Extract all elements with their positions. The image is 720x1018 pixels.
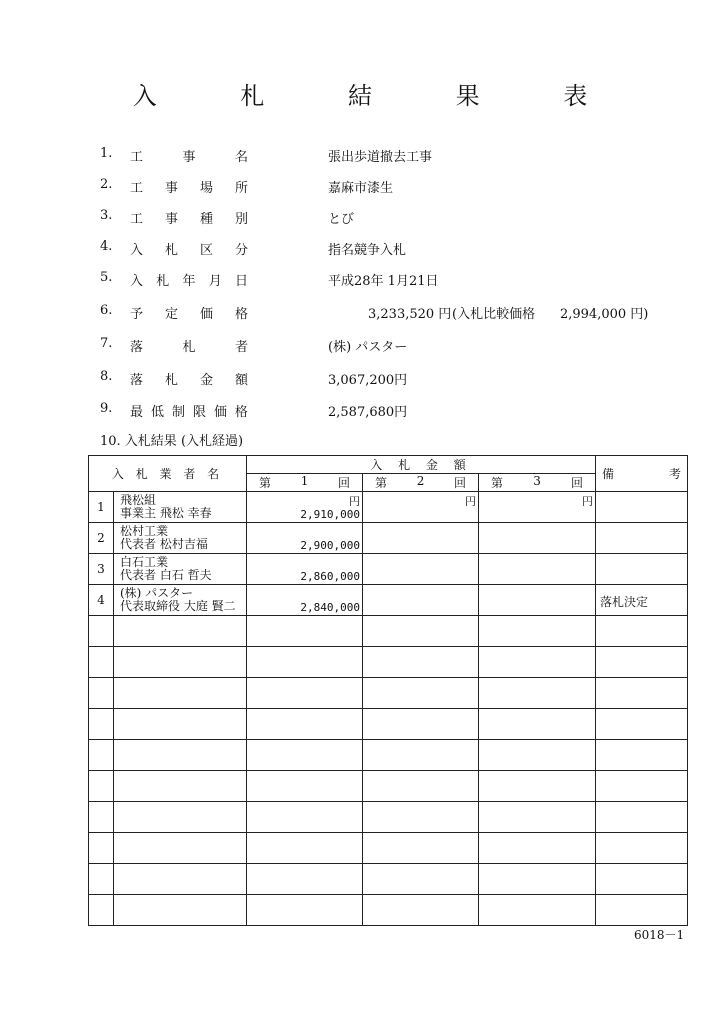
empty-cell <box>596 802 688 833</box>
item-value: 2,587,680円 <box>328 405 408 420</box>
empty-row <box>89 709 688 740</box>
empty-row <box>89 678 688 709</box>
empty-cell <box>363 802 479 833</box>
empty-cell <box>596 740 688 771</box>
empty-cell <box>479 895 596 926</box>
row-number: 4 <box>89 585 114 616</box>
empty-cell <box>89 833 114 864</box>
empty-cell <box>247 709 363 740</box>
bid-amount-header: 入 札 金 額 <box>247 456 596 474</box>
bid-amount-cell: 円 <box>479 492 596 523</box>
bid-amount-cell <box>363 523 479 554</box>
item-number: 9. <box>100 401 113 416</box>
comparison-price: 2,994,000 円) <box>560 307 649 322</box>
item-number: 8. <box>100 369 113 384</box>
empty-cell <box>363 771 479 802</box>
item-number: 1. <box>100 146 113 161</box>
bid-amount-cell: 2,840,000 <box>247 585 363 616</box>
empty-cell <box>479 616 596 647</box>
empty-cell <box>89 802 114 833</box>
row-number: 3 <box>89 554 114 585</box>
empty-cell <box>89 678 114 709</box>
empty-cell <box>479 647 596 678</box>
empty-row <box>89 895 688 926</box>
empty-cell <box>247 895 363 926</box>
empty-cell <box>479 771 596 802</box>
bid-amount-cell <box>479 523 596 554</box>
item-label: 予 定 価 格 <box>130 307 248 322</box>
empty-cell <box>247 678 363 709</box>
empty-cell <box>247 740 363 771</box>
empty-cell <box>596 771 688 802</box>
bid-amount-cell <box>479 554 596 585</box>
bidder-name: 松村工業 代表者 松村吉福 <box>114 523 247 554</box>
item-label: 工 事 名 <box>130 150 248 165</box>
empty-cell <box>114 864 247 895</box>
remarks-header: 備 考 <box>596 456 688 492</box>
bidder-name: (株) パスター 代表取締役 大庭 賢二 <box>114 585 247 616</box>
empty-cell <box>89 740 114 771</box>
empty-cell <box>114 771 247 802</box>
empty-cell <box>596 895 688 926</box>
item-value: 3,067,200円 <box>328 373 408 388</box>
empty-cell <box>363 864 479 895</box>
empty-cell <box>89 616 114 647</box>
yotei-price: 3,233,520 円 <box>368 307 452 322</box>
empty-row <box>89 647 688 678</box>
comparison-label: (入札比較価格 <box>452 307 536 322</box>
empty-cell <box>479 864 596 895</box>
row-number: 2 <box>89 523 114 554</box>
empty-cell <box>114 616 247 647</box>
table-row <box>89 585 688 616</box>
empty-row <box>89 771 688 802</box>
empty-cell <box>363 740 479 771</box>
bid-amount-cell: 2,900,000 <box>247 523 363 554</box>
row-number: 1 <box>89 492 114 523</box>
page-title: 入 札 結 果 表 <box>132 82 626 110</box>
empty-cell <box>363 616 479 647</box>
remarks-cell <box>596 523 688 554</box>
item-value: 嘉麻市漆生 <box>328 181 394 196</box>
item-number: 7. <box>100 336 113 351</box>
empty-cell <box>479 709 596 740</box>
empty-row <box>89 802 688 833</box>
empty-cell <box>114 802 247 833</box>
empty-cell <box>363 833 479 864</box>
table-row <box>89 523 688 554</box>
empty-cell <box>114 895 247 926</box>
item-number: 2. <box>100 177 113 192</box>
empty-cell <box>363 709 479 740</box>
item-value: 張出歩道撤去工事 <box>328 150 433 165</box>
empty-cell <box>114 678 247 709</box>
empty-cell <box>247 616 363 647</box>
empty-cell <box>363 647 479 678</box>
empty-cell <box>596 616 688 647</box>
empty-cell <box>247 802 363 833</box>
bid-results-table <box>88 455 688 926</box>
bidder-name: 飛松組 事業主 飛松 幸春 <box>114 492 247 523</box>
empty-cell <box>596 864 688 895</box>
item-label: 工 事 種 別 <box>130 212 248 227</box>
empty-cell <box>114 709 247 740</box>
item-label: 落 札 金 額 <box>130 373 248 388</box>
bid-amount-cell <box>363 554 479 585</box>
item-number: 6. <box>100 303 113 318</box>
item-label: 入 札 年 月 日 <box>130 274 248 289</box>
empty-cell <box>89 864 114 895</box>
empty-cell <box>114 833 247 864</box>
item-label: 落 札 者 <box>130 340 248 355</box>
item-label: 最 低 制 限 価 格 <box>130 405 248 420</box>
empty-cell <box>596 833 688 864</box>
empty-cell <box>114 647 247 678</box>
bid-amount-cell: 円 2,910,000 <box>247 492 363 523</box>
bid-amount-cell: 円 <box>363 492 479 523</box>
empty-cell <box>247 864 363 895</box>
remarks-cell <box>596 554 688 585</box>
empty-cell <box>89 647 114 678</box>
empty-cell <box>363 678 479 709</box>
remarks-cell: 落札決定 <box>596 585 688 616</box>
empty-row <box>89 740 688 771</box>
item-number: 5. <box>100 270 113 285</box>
empty-cell <box>247 647 363 678</box>
empty-cell <box>363 895 479 926</box>
empty-row <box>89 616 688 647</box>
bid-amount-cell <box>363 585 479 616</box>
item-value: とび <box>328 212 355 227</box>
item-label: 工 事 場 所 <box>130 181 248 196</box>
item-number: 3. <box>100 208 113 223</box>
empty-cell <box>479 678 596 709</box>
round-header: 第 3 回 <box>479 474 596 492</box>
empty-cell <box>596 709 688 740</box>
empty-cell <box>479 802 596 833</box>
empty-cell <box>89 771 114 802</box>
page-footer-code: 6018－1 <box>634 928 685 942</box>
bidder-name-header: 入 札 業 者 名 <box>89 456 247 492</box>
empty-row <box>89 833 688 864</box>
item-value: 指名競争入札 <box>328 243 407 258</box>
empty-cell <box>596 647 688 678</box>
section-10-heading: 10. 入札結果 (入札経過) <box>100 434 244 449</box>
item-label: 入 札 区 分 <box>130 243 248 258</box>
table-row <box>89 554 688 585</box>
empty-cell <box>247 833 363 864</box>
item-value: 平成28年 1月21日 <box>328 274 439 289</box>
empty-cell <box>114 740 247 771</box>
empty-cell <box>596 678 688 709</box>
empty-row <box>89 864 688 895</box>
empty-cell <box>247 771 363 802</box>
bid-amount-cell <box>479 585 596 616</box>
remarks-cell <box>596 492 688 523</box>
empty-cell <box>89 709 114 740</box>
bid-amount-cell: 2,860,000 <box>247 554 363 585</box>
table-row <box>89 492 688 523</box>
bidder-name: 白石工業 代表者 白石 哲夫 <box>114 554 247 585</box>
empty-cell <box>479 833 596 864</box>
empty-cell <box>479 740 596 771</box>
round-header: 第 2 回 <box>363 474 479 492</box>
empty-cell <box>89 895 114 926</box>
item-value: (株) パスター <box>328 340 408 355</box>
item-number: 4. <box>100 239 113 254</box>
round-header: 第 1 回 <box>247 474 363 492</box>
